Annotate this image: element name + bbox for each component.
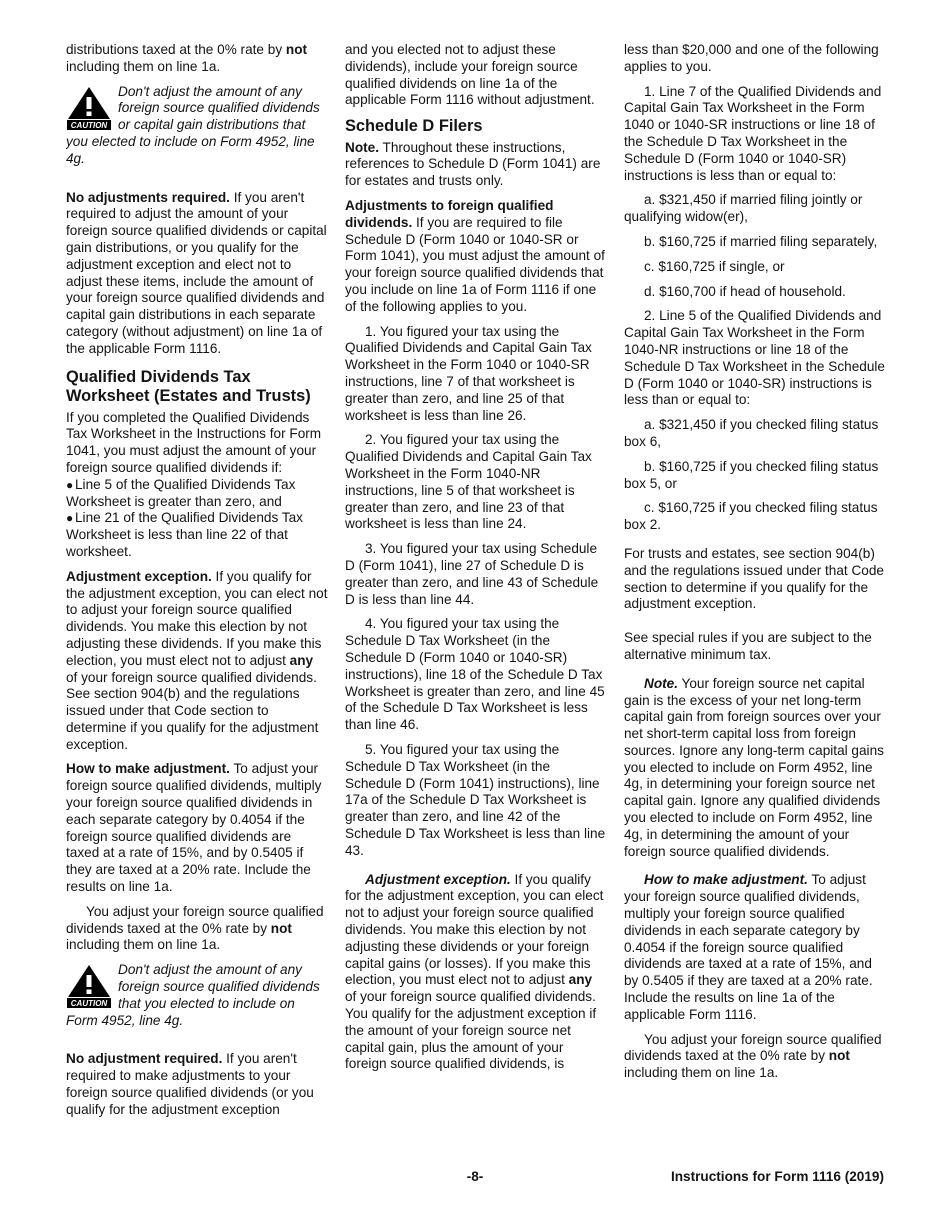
- paragraph: For trusts and estates, see section 904(b) and the regulations issued under that Code section to determine if you qualify for the adjustment exception.: [624, 545, 884, 612]
- paragraph: Adjustment exception. If you qualify for the adjustment exception, you can elect not to adjust your foreign source qualified dividends. You make this election by not adjusting these dividends or your foreign capital gains (or losses). If you make this election, you must elect not to adjust any of your foreign source qualified dividends. You qualify for the adjustment exception if the amount of your foreign source net capital gain, plus the amount of your foreign source qualified dividends, is: [345, 871, 604, 1072]
- caution-label: CAUTION: [70, 999, 108, 1009]
- page-number: -8-: [466, 1169, 484, 1184]
- paragraph: less than $20,000 and one of the following applies to you.: [624, 42, 879, 74]
- paragraph: How to make adjustment. To adjust your foreign source qualified dividends, multiply your foreign source qualified dividends in each separate category by 0.4054 if the foreign source qualified dividends are taxed at a rate of 15%, and by 0.5405 if they are taxed at a 20% rate. Include the results on line 1a.: [66, 761, 322, 895]
- list-item: a. $321,450 if married filing jointly or qualifying widow(er),: [624, 192, 863, 225]
- paragraph: You adjust your foreign source qualified dividends taxed at the 0% rate by not including them on line 1a.: [624, 1031, 882, 1081]
- list-item: c. $160,725 if single, or: [644, 258, 785, 274]
- list-item: 1. Line 7 of the Qualified Dividends and Capital Gain Tax Worksheet in the Form 1040 or 1040-SR instructions or line 18 of the Schedule D Tax Worksheet in the Schedule D (Form 1040 or 1040-SR) instructions is less than or equal to:: [624, 83, 882, 183]
- paragraph: Note. Throughout these instructions, references to Schedule D (Form 1041) are for estates and trusts only.: [345, 139, 601, 189]
- paragraph: No adjustments required. If you aren't required to adjust the amount of your foreign source qualified dividends or capital gain distributions, or you qualify for the adjustment exception and elect not to adjust these items, include the amount of your foreign source qualified dividends and capital gain distributions in each separate category (without adjustment) on line 1a of the applicable Form 1116.: [66, 189, 327, 356]
- caution-label: CAUTION: [70, 120, 108, 130]
- caution-note: CAUTION Don't adjust the amount of any foreign source qualified dividends or capital gain distributions that you elected to include on Form 4952, line 4g.: [66, 83, 320, 166]
- list-item: 3. You figured your tax using Schedule D (Form 1041), line 27 of Schedule D is greater than zero, and line 43 of Schedule D is less than line 44.: [345, 541, 599, 607]
- paragraph: Adjustments to foreign qualified dividends. If you are required to file Schedule D (Form 1040 or 1040-SR or Form 1041), you must adjust the amount of your foreign source qualified dividends that you include on line 1a of Form 1116 if one of the following applies to you.: [345, 198, 605, 314]
- list-item: c. $160,725 if you checked filing status box 2.: [624, 500, 878, 533]
- list-item: 2. You figured your tax using the Qualified Dividends and Capital Gain Tax Worksheet in the Form 1040-NR instructions, line 5 of that worksheet is greater than zero, and line 23 of that worksheet is less than line 24.: [345, 432, 592, 532]
- document-title: Instructions for Form 1116 (2019): [670, 1169, 884, 1184]
- paragraph: Adjustment exception. If you qualify for the adjustment exception, you can elect not to adjust your foreign source qualified dividends. You make this election by not adjusting these dividends. If you make this election, you must elect not to adjust any of your foreign source qualified dividends. See section 904(b) and the regulations issued under that Code section to determine if you qualify for the adjustment exception.: [66, 568, 328, 752]
- caution-note: CAUTION Don't adjust the amount of any foreign source qualified dividends that you elected to include on Form 4952, line 4g.: [66, 962, 320, 1028]
- paragraph: You adjust your foreign source qualified dividends taxed at the 0% rate by not including them on line 1a.: [66, 903, 324, 953]
- list-item: a. $321,450 if you checked filing status box 6,: [624, 417, 879, 449]
- bullet-icon: ●: [66, 477, 74, 492]
- paragraph: How to make adjustment. To adjust your foreign source qualified dividends, multiply your foreign source qualified dividends in each separate category by 0.4054 if the foreign source qualified dividends are taxed at a rate of 15%, and by 0.5405 if they are taxed at a 20% rate. Include the results on line 1a of the applicable Form 1116.: [624, 872, 873, 1022]
- list-item: 2. Line 5 of the Qualified Dividends and Capital Gain Tax Worksheet in the Form 1040-NR instructions or line 18 of the Schedule D Tax Worksheet in the Schedule D (Form 1040 or 1040-SR) instructions is less than or equal to:: [624, 308, 885, 408]
- bullet-item: ● Line 21 of the Qualified Dividends Tax Worksheet is less than line 22 of that worksheet.: [66, 510, 303, 559]
- column-left: [66, 42, 328, 1127]
- list-item: b. $160,725 if married filing separately,: [644, 233, 878, 249]
- list-item: 5. You figured your tax using the Schedule D Tax Worksheet (in the Schedule D (Form 1041) instructions), line 17a of the Schedule D Tax Worksheet is greater than zero, and line 42 of the Schedule D Tax Worksheet is less than line 43.: [345, 741, 606, 858]
- section-heading: Qualified Dividends Tax Worksheet (Estates and Trusts): [66, 367, 311, 406]
- paragraph: If you completed the Qualified Dividends Tax Worksheet in the Instructions for Form 1041, you must adjust the amount of your foreign source qualified dividends if:: [66, 409, 322, 475]
- list-item: 1. You figured your tax using the Qualified Dividends and Capital Gain Tax Worksheet in the Form 1040 or 1040-SR instructions, line 7 of that worksheet is greater than zero, and line 25 of that worksheet is less than line 26.: [345, 323, 592, 423]
- bullet-item: ● Line 5 of the Qualified Dividends Tax Worksheet is greater than zero, and: [66, 476, 296, 509]
- list-item: b. $160,725 if you checked filing status box 5, or: [624, 458, 879, 491]
- paragraph: See special rules if you are subject to the alternative minimum tax.: [624, 630, 872, 662]
- bullet-icon: ●: [66, 511, 74, 526]
- section-heading: Schedule D Filers: [345, 117, 483, 136]
- column-middle: [345, 42, 607, 1081]
- column-right: [624, 42, 888, 1090]
- caution-icon: [66, 85, 112, 131]
- list-item: 4. You figured your tax using the Schedule D Tax Worksheet (in the Schedule D (Form 1040 or 1040-SR) instructions), line 18 of the Schedule D Tax Worksheet is greater than zero, and line 45 of the Schedule D Tax Worksheet is less than line 46.: [345, 616, 605, 733]
- list-item: d. $160,700 if head of household.: [644, 283, 846, 299]
- caution-icon: [66, 963, 112, 1009]
- paragraph: and you elected not to adjust these dividends), include your foreign source qualified dividends on line 1a of the applicable Form 1116 without adjustment.: [345, 42, 595, 108]
- paragraph: distributions taxed at the 0% rate by not including them on line 1a.: [66, 42, 308, 74]
- paragraph: Note. Your foreign source net capital gain is the excess of your net long-term capital gain from foreign sources over your net short-term capital loss from foreign sources. Ignore any long-term capital gains you elected to include on Form 4952, line 4g, in determining your foreign source net capital gain. Ignore any qualified dividends you elected to include on Form 4952, line 4g, in determining the amount of your foreign source qualified dividends.: [624, 675, 884, 859]
- paragraph: No adjustment required. If you aren't required to make adjustments to your foreign source qualified dividends (or you qualify for the adjustment exception: [66, 1051, 314, 1117]
